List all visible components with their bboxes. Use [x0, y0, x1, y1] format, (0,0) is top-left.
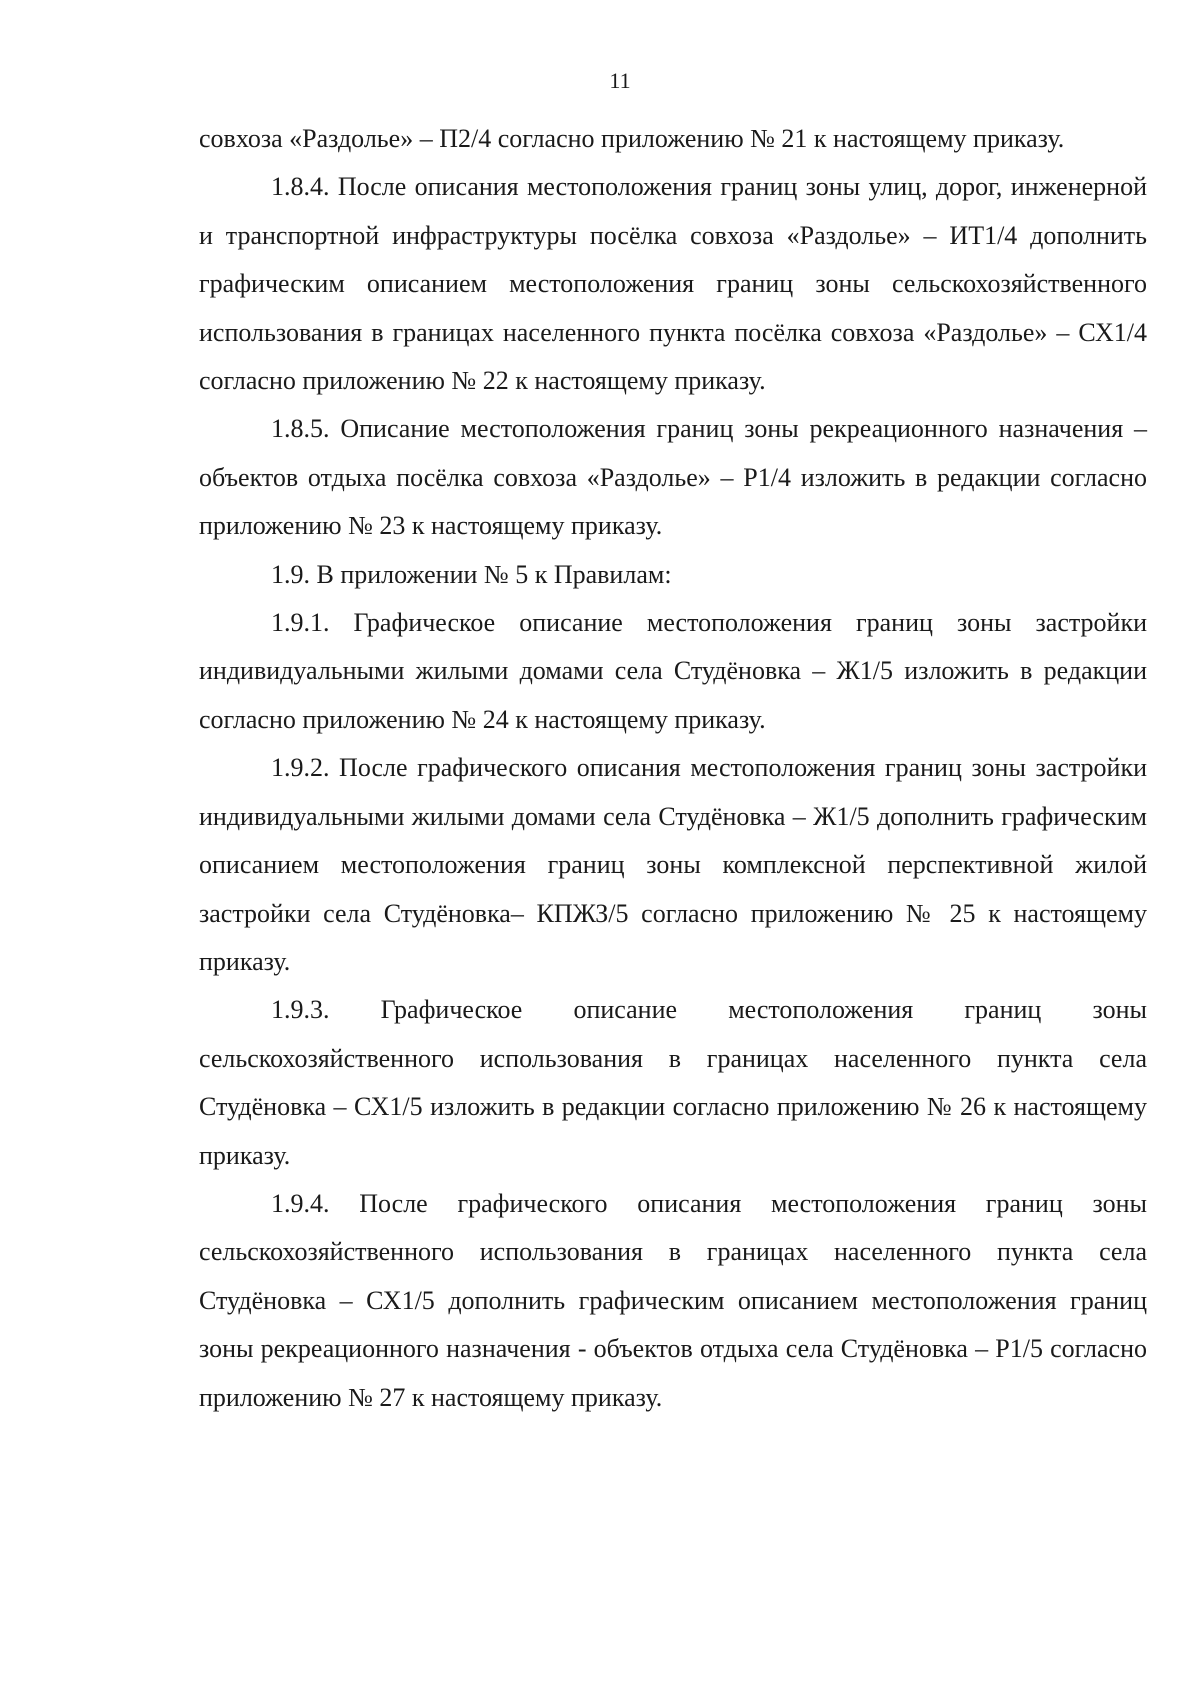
paragraph-1-9-2: 1.9.2. После графического описания местоположения границ зоны застройки индивидуальными жилыми домами села Студёновка – Ж1/5 дополнить графическим описанием местоположения границ зоны комплексной перспективной жилой застройки села Студёновка– КПЖЗ/5 согласно приложению № 25 к настоящему приказу.	[199, 753, 1147, 976]
paragraph-1-9-1: 1.9.1. Графическое описание местоположения границ зоны застройки индивидуальными жилыми домами села Студёновка – Ж1/5 изложить в редакции согласно приложению № 24 к настоящему приказу.	[199, 608, 1147, 734]
page-number: 11	[609, 68, 631, 93]
paragraph-1-8-4: 1.8.4. После описания местоположения границ зоны улиц, дорог, инженерной и транспортной инфраструктуры посёлка совхоза «Раздолье» – ИТ1/4 дополнить графическим описанием местоположения границ зоны сельскохозяйственного использования в границах населенного пункта посёлка совхоза «Раздолье» – СХ1/4 согласно приложению № 22 к настоящему приказу.	[199, 172, 1147, 396]
paragraph-1-9-3: 1.9.3. Графическое описание местоположения границ зоны сельскохозяйственного использования в границах населенного пункта села Студёновка – СХ1/5 изложить в редакции согласно приложению № 26 к настоящему приказу.	[199, 995, 1147, 1170]
paragraph-1-8-5: 1.8.5. Описание местоположения границ зоны рекреационного назначения – объектов отдыха посёлка совхоза «Раздолье» – Р1/4 изложить в редакции согласно приложению № 23 к настоящему приказу.	[199, 414, 1147, 541]
paragraph-1-9: 1.9. В приложении № 5 к Правилам:	[271, 559, 672, 589]
paragraph-1-9-4: 1.9.4. После графического описания местоположения границ зоны сельскохозяйственного использования в границах населенного пункта села Студёновка – СХ1/5 дополнить графическим описанием местоположения границ зоны рекреационного назначения - объектов отдыха села Студёновка – Р1/5 согласно приложению № 27 к настоящему приказу.	[199, 1188, 1147, 1412]
paragraph-continuation: совхоза «Раздолье» – П2/4 согласно приложению № 21 к настоящему приказу.	[199, 124, 1065, 153]
document-body	[199, 115, 1147, 1422]
